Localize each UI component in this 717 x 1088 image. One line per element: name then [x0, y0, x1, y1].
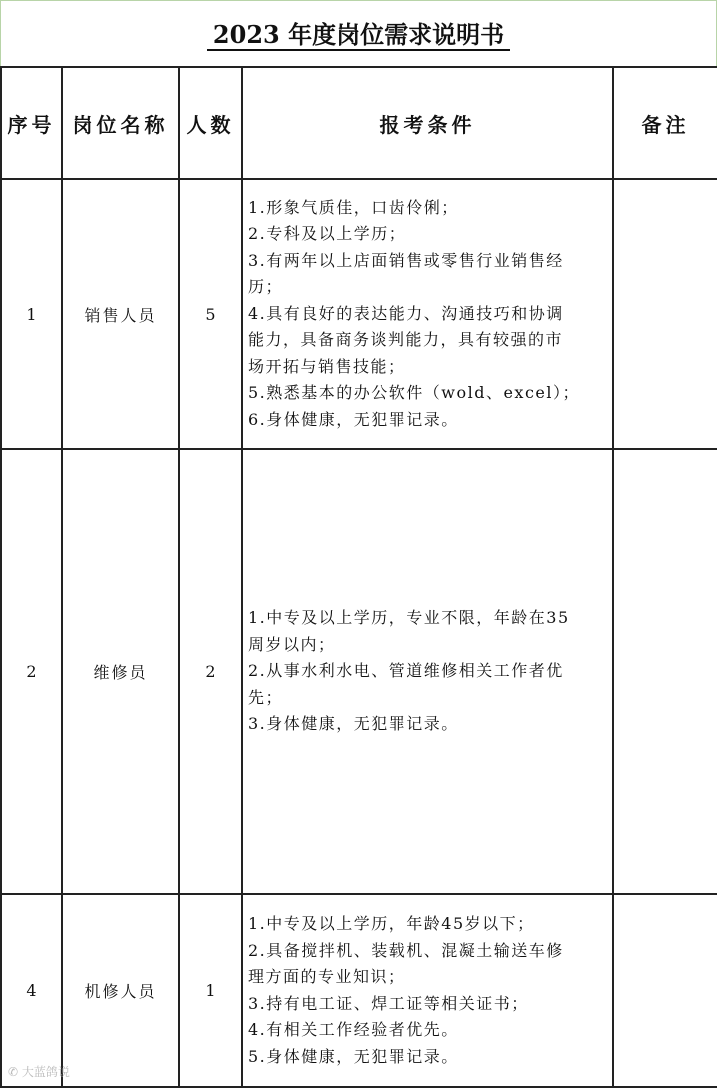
- requirement-line: 周岁以内；: [248, 634, 336, 654]
- requirement-line: 2.专科及以上学历；: [248, 224, 407, 244]
- requirement-line: 先；: [248, 687, 284, 707]
- requirement-line: 1.中专及以上学历，专业不限，年龄在35: [248, 608, 570, 628]
- header-requirements: 报考条件: [242, 67, 613, 179]
- requirement-line: 3.有两年以上店面销售或零售行业销售经: [248, 250, 564, 270]
- header-no: 序号: [1, 67, 62, 179]
- row-no: 1: [1, 179, 62, 449]
- requirement-line: 2.具备搅拌机、装载机、混凝土输送车修: [248, 940, 564, 960]
- row-requirements: [242, 894, 613, 1087]
- requirement-line: 3.持有电工证、焊工证等相关证书；: [248, 993, 529, 1013]
- requirement-line: 6.身体健康，无犯罪记录。: [248, 409, 459, 429]
- row-count: 5: [179, 179, 242, 449]
- requirement-line: 5.身体健康，无犯罪记录。: [248, 1046, 459, 1066]
- row-remarks: [613, 179, 717, 449]
- row-remarks: [613, 449, 717, 894]
- row-position: 维修员: [62, 449, 179, 894]
- requirement-line: 5.熟悉基本的办公软件（wold、excel）；: [248, 383, 580, 403]
- requirement-line: 2.从事水利水电、管道维修相关工作者优: [248, 661, 564, 681]
- row-remarks: [613, 894, 717, 1087]
- requirement-line: 1.中专及以上学历，年龄45岁以下；: [248, 914, 535, 933]
- requirement-line: 3.身体健康，无犯罪记录。: [248, 714, 459, 734]
- table-row: [1, 894, 717, 1087]
- watermark: [8, 1063, 70, 1080]
- row-no: 4: [1, 894, 62, 1087]
- requirement-line: 理方面的专业知识；: [248, 967, 406, 986]
- title-bar: [0, 0, 717, 66]
- row-count: 1: [179, 894, 242, 1087]
- row-position: 机修人员: [62, 894, 179, 1087]
- row-no: 2: [1, 449, 62, 894]
- watermark-logo-icon: ✆: [8, 1065, 19, 1079]
- header-count: 人数: [179, 67, 242, 179]
- requirement-line: 历；: [248, 277, 284, 297]
- watermark-text: 大蓝鸽说: [21, 1065, 70, 1079]
- job-requirements-table: [0, 66, 717, 1088]
- table-row: [1, 449, 717, 894]
- document-title: [1, 19, 716, 51]
- row-count: 2: [179, 449, 242, 894]
- requirement-line: 4.具有良好的表达能力、沟通技巧和协调: [248, 303, 564, 323]
- table-header-row: [1, 67, 717, 179]
- requirement-line: 能力，具备商务谈判能力，具有较强的市: [248, 330, 564, 350]
- header-position: 岗位名称: [62, 67, 179, 179]
- row-requirements: [242, 179, 613, 449]
- requirement-line: 4.有相关工作经验者优先。: [248, 1020, 459, 1039]
- document-title-text: 2023 年度岗位需求说明书: [207, 20, 510, 51]
- row-position: 销售人员: [62, 179, 179, 449]
- row-requirements: [242, 449, 613, 894]
- requirement-line: 场开拓与销售技能；: [248, 356, 406, 376]
- requirement-line: 1.形象气质佳，口齿伶俐；: [248, 197, 459, 217]
- header-remarks: 备注: [613, 67, 717, 179]
- table-row: [1, 179, 717, 449]
